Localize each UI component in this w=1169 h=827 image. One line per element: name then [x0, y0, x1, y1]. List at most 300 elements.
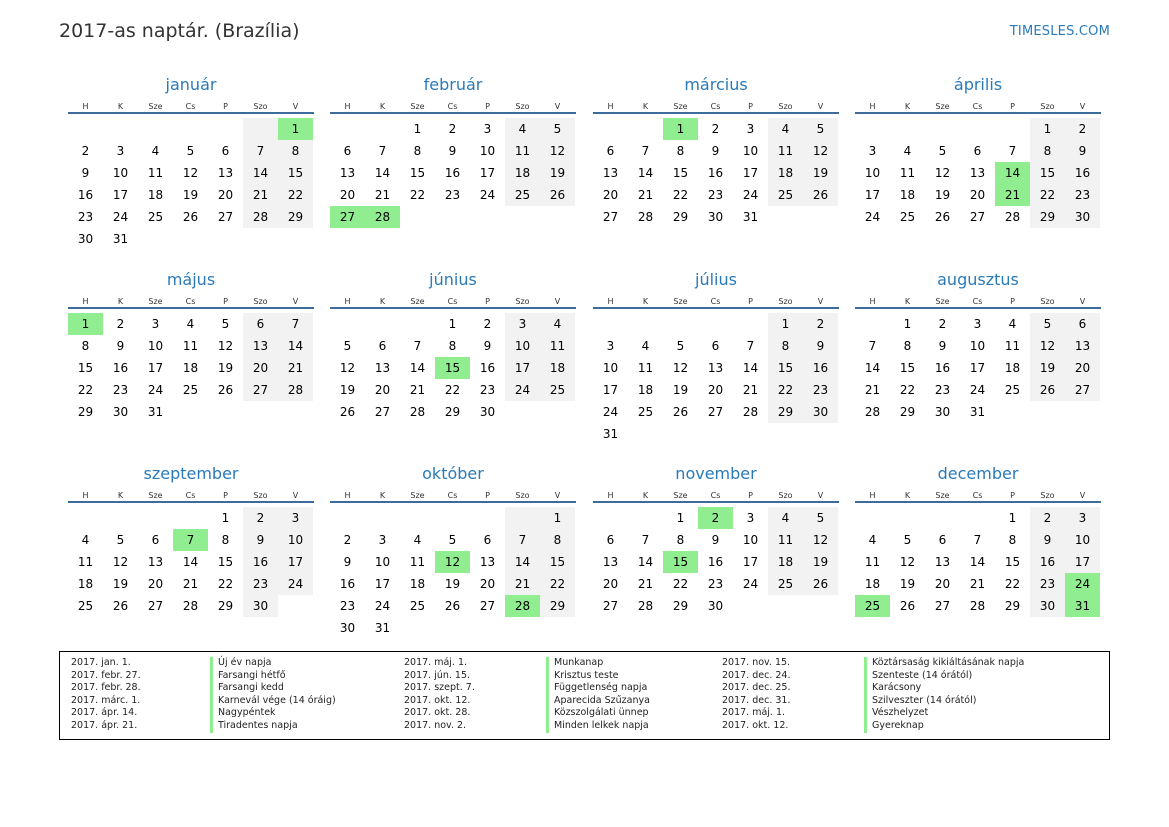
day-cell[interactable]: 26	[182, 210, 199, 224]
day-cell[interactable]: 10	[278, 529, 313, 551]
day-cell[interactable]: 26	[540, 184, 575, 206]
day-cell[interactable]: 4	[186, 317, 195, 331]
day-cell[interactable]: 19	[217, 361, 234, 375]
day-cell[interactable]: 5	[938, 144, 947, 158]
day-cell[interactable]: 17	[864, 188, 881, 202]
day-cell[interactable]: 5	[903, 533, 912, 547]
day-cell[interactable]: 4	[505, 118, 540, 140]
day-cell[interactable]: 8	[676, 533, 685, 547]
day-cell[interactable]: 2	[343, 533, 352, 547]
day-cell-holiday[interactable]: 28	[505, 595, 540, 617]
day-cell[interactable]: 21	[505, 573, 540, 595]
day-cell[interactable]: 24	[602, 405, 619, 419]
day-cell[interactable]: 2	[448, 122, 457, 136]
day-cell[interactable]: 22	[1004, 577, 1021, 591]
day-cell[interactable]: 7	[746, 339, 755, 353]
day-cell[interactable]: 10	[147, 339, 164, 353]
brand-link[interactable]: TIMESLES.COM	[1009, 24, 1110, 39]
day-cell[interactable]: 5	[186, 144, 195, 158]
day-cell[interactable]: 16	[934, 361, 951, 375]
day-cell[interactable]: 21	[864, 383, 881, 397]
day-cell[interactable]: 13	[479, 555, 496, 569]
day-cell[interactable]: 12	[182, 166, 199, 180]
day-cell[interactable]: 14	[278, 335, 313, 357]
day-cell[interactable]: 17	[969, 361, 986, 375]
day-cell[interactable]: 4	[641, 339, 650, 353]
day-cell[interactable]: 7	[641, 144, 650, 158]
day-cell-holiday[interactable]: 1	[68, 313, 103, 335]
day-cell[interactable]: 2	[243, 507, 278, 529]
day-cell[interactable]: 29	[1030, 206, 1065, 228]
day-cell[interactable]: 3	[746, 511, 755, 525]
day-cell[interactable]: 20	[217, 188, 234, 202]
day-cell[interactable]: 14	[243, 162, 278, 184]
day-cell[interactable]: 25	[1004, 383, 1021, 397]
day-cell[interactable]: 9	[343, 555, 352, 569]
day-cell[interactable]: 31	[147, 405, 164, 419]
day-cell[interactable]: 7	[243, 140, 278, 162]
day-cell[interactable]: 27	[969, 210, 986, 224]
day-cell[interactable]: 28	[742, 405, 759, 419]
day-cell[interactable]: 26	[217, 383, 234, 397]
day-cell[interactable]: 30	[707, 599, 724, 613]
day-cell[interactable]: 2	[803, 313, 838, 335]
day-cell[interactable]: 4	[903, 144, 912, 158]
day-cell[interactable]: 21	[374, 188, 391, 202]
day-cell[interactable]: 30	[112, 405, 129, 419]
day-cell[interactable]: 10	[112, 166, 129, 180]
day-cell[interactable]: 17	[1065, 551, 1100, 573]
day-cell[interactable]: 17	[374, 577, 391, 591]
day-cell-holiday[interactable]: 7	[173, 529, 208, 551]
day-cell[interactable]: 24	[969, 383, 986, 397]
day-cell[interactable]: 2	[483, 317, 492, 331]
day-cell[interactable]: 3	[606, 339, 615, 353]
day-cell[interactable]: 29	[77, 405, 94, 419]
day-cell[interactable]: 11	[864, 555, 881, 569]
day-cell[interactable]: 29	[278, 206, 313, 228]
day-cell[interactable]: 12	[217, 339, 234, 353]
day-cell[interactable]: 29	[444, 405, 461, 419]
day-cell[interactable]: 18	[768, 162, 803, 184]
day-cell[interactable]: 19	[672, 383, 689, 397]
day-cell[interactable]: 29	[768, 401, 803, 423]
day-cell[interactable]: 27	[217, 210, 234, 224]
day-cell[interactable]: 25	[505, 184, 540, 206]
day-cell[interactable]: 1	[1030, 118, 1065, 140]
day-cell[interactable]: 21	[637, 188, 654, 202]
day-cell[interactable]: 29	[1004, 599, 1021, 613]
day-cell[interactable]: 23	[934, 383, 951, 397]
day-cell[interactable]: 26	[339, 405, 356, 419]
day-cell[interactable]: 6	[606, 144, 615, 158]
day-cell[interactable]: 14	[742, 361, 759, 375]
day-cell[interactable]: 21	[409, 383, 426, 397]
day-cell[interactable]: 12	[672, 361, 689, 375]
day-cell[interactable]: 10	[505, 335, 540, 357]
day-cell[interactable]: 21	[742, 383, 759, 397]
day-cell[interactable]: 11	[540, 335, 575, 357]
day-cell[interactable]: 6	[221, 144, 230, 158]
day-cell[interactable]: 26	[444, 599, 461, 613]
day-cell[interactable]: 22	[409, 188, 426, 202]
day-cell[interactable]: 19	[899, 577, 916, 591]
day-cell[interactable]: 5	[116, 533, 125, 547]
day-cell[interactable]: 13	[217, 166, 234, 180]
day-cell[interactable]: 16	[444, 166, 461, 180]
day-cell[interactable]: 31	[602, 427, 619, 441]
day-cell[interactable]: 8	[448, 339, 457, 353]
day-cell[interactable]: 9	[483, 339, 492, 353]
day-cell[interactable]: 23	[77, 210, 94, 224]
day-cell[interactable]: 5	[343, 339, 352, 353]
day-cell[interactable]: 27	[602, 599, 619, 613]
day-cell[interactable]: 6	[711, 339, 720, 353]
day-cell[interactable]: 6	[606, 533, 615, 547]
day-cell[interactable]: 29	[672, 599, 689, 613]
day-cell[interactable]: 11	[637, 361, 654, 375]
day-cell[interactable]: 9	[1030, 529, 1065, 551]
day-cell[interactable]: 14	[637, 166, 654, 180]
day-cell[interactable]: 26	[803, 573, 838, 595]
day-cell[interactable]: 25	[77, 599, 94, 613]
day-cell[interactable]: 12	[899, 555, 916, 569]
day-cell[interactable]: 30	[707, 210, 724, 224]
day-cell[interactable]: 25	[182, 383, 199, 397]
day-cell[interactable]: 20	[339, 188, 356, 202]
day-cell[interactable]: 30	[1065, 206, 1100, 228]
day-cell[interactable]: 1	[768, 313, 803, 335]
day-cell[interactable]: 18	[409, 577, 426, 591]
day-cell[interactable]: 27	[707, 405, 724, 419]
day-cell[interactable]: 21	[182, 577, 199, 591]
day-cell[interactable]: 10	[1065, 529, 1100, 551]
day-cell[interactable]: 9	[803, 335, 838, 357]
day-cell[interactable]: 18	[864, 577, 881, 591]
day-cell[interactable]: 6	[378, 339, 387, 353]
day-cell[interactable]: 11	[505, 140, 540, 162]
day-cell[interactable]: 16	[112, 361, 129, 375]
day-cell[interactable]: 9	[448, 144, 457, 158]
day-cell[interactable]: 3	[483, 122, 492, 136]
day-cell[interactable]: 18	[768, 551, 803, 573]
day-cell[interactable]: 12	[803, 529, 838, 551]
day-cell[interactable]: 15	[672, 166, 689, 180]
day-cell[interactable]: 22	[672, 188, 689, 202]
day-cell[interactable]: 5	[803, 118, 838, 140]
day-cell[interactable]: 9	[711, 533, 720, 547]
day-cell[interactable]: 5	[448, 533, 457, 547]
day-cell[interactable]: 8	[1008, 533, 1017, 547]
day-cell[interactable]: 19	[803, 162, 838, 184]
day-cell[interactable]: 11	[768, 529, 803, 551]
day-cell[interactable]: 30	[479, 405, 496, 419]
day-cell[interactable]: 12	[803, 140, 838, 162]
day-cell[interactable]: 7	[278, 313, 313, 335]
day-cell[interactable]: 30	[77, 232, 94, 246]
day-cell[interactable]: 19	[803, 551, 838, 573]
day-cell[interactable]: 16	[77, 188, 94, 202]
day-cell[interactable]: 11	[899, 166, 916, 180]
day-cell[interactable]: 2	[1030, 507, 1065, 529]
day-cell[interactable]: 9	[81, 166, 90, 180]
day-cell-holiday[interactable]: 15	[435, 357, 470, 379]
day-cell[interactable]: 22	[278, 184, 313, 206]
day-cell[interactable]: 18	[505, 162, 540, 184]
day-cell[interactable]: 22	[77, 383, 94, 397]
day-cell[interactable]: 18	[1004, 361, 1021, 375]
day-cell[interactable]: 21	[278, 357, 313, 379]
day-cell[interactable]: 1	[676, 511, 685, 525]
day-cell[interactable]: 11	[1004, 339, 1021, 353]
day-cell[interactable]: 24	[479, 188, 496, 202]
day-cell[interactable]: 22	[444, 383, 461, 397]
day-cell[interactable]: 27	[479, 599, 496, 613]
day-cell[interactable]: 7	[868, 339, 877, 353]
day-cell[interactable]: 13	[707, 361, 724, 375]
day-cell[interactable]: 21	[969, 577, 986, 591]
day-cell[interactable]: 29	[899, 405, 916, 419]
day-cell[interactable]: 3	[151, 317, 160, 331]
day-cell[interactable]: 18	[182, 361, 199, 375]
day-cell[interactable]: 23	[112, 383, 129, 397]
day-cell[interactable]: 8	[278, 140, 313, 162]
day-cell[interactable]: 12	[339, 361, 356, 375]
day-cell[interactable]: 13	[1065, 335, 1100, 357]
day-cell[interactable]: 26	[899, 599, 916, 613]
day-cell[interactable]: 30	[1030, 595, 1065, 617]
day-cell[interactable]: 12	[112, 555, 129, 569]
day-cell[interactable]: 4	[540, 313, 575, 335]
day-cell[interactable]: 4	[413, 533, 422, 547]
day-cell[interactable]: 12	[1030, 335, 1065, 357]
day-cell[interactable]: 12	[934, 166, 951, 180]
day-cell[interactable]: 19	[182, 188, 199, 202]
day-cell[interactable]: 27	[1065, 379, 1100, 401]
day-cell[interactable]: 20	[969, 188, 986, 202]
day-cell[interactable]: 13	[934, 555, 951, 569]
day-cell[interactable]: 4	[868, 533, 877, 547]
day-cell[interactable]: 3	[973, 317, 982, 331]
day-cell[interactable]: 15	[540, 551, 575, 573]
day-cell[interactable]: 20	[479, 577, 496, 591]
day-cell[interactable]: 20	[243, 357, 278, 379]
day-cell[interactable]: 13	[602, 555, 619, 569]
day-cell[interactable]: 7	[1008, 144, 1017, 158]
day-cell[interactable]: 23	[339, 599, 356, 613]
day-cell[interactable]: 23	[707, 577, 724, 591]
day-cell[interactable]: 6	[343, 144, 352, 158]
day-cell[interactable]: 14	[637, 555, 654, 569]
day-cell[interactable]: 2	[1065, 118, 1100, 140]
day-cell[interactable]: 11	[77, 555, 94, 569]
day-cell[interactable]: 15	[1030, 162, 1065, 184]
day-cell[interactable]: 10	[479, 144, 496, 158]
day-cell[interactable]: 1	[1008, 511, 1017, 525]
day-cell[interactable]: 17	[742, 555, 759, 569]
day-cell[interactable]: 30	[339, 621, 356, 635]
day-cell[interactable]: 1	[221, 511, 230, 525]
day-cell[interactable]: 31	[374, 621, 391, 635]
day-cell[interactable]: 19	[934, 188, 951, 202]
day-cell[interactable]: 25	[409, 599, 426, 613]
day-cell[interactable]: 15	[278, 162, 313, 184]
day-cell[interactable]: 3	[378, 533, 387, 547]
day-cell[interactable]: 24	[374, 599, 391, 613]
day-cell[interactable]: 22	[768, 379, 803, 401]
day-cell[interactable]: 11	[147, 166, 164, 180]
day-cell[interactable]: 15	[768, 357, 803, 379]
day-cell[interactable]: 13	[339, 166, 356, 180]
day-cell[interactable]: 1	[413, 122, 422, 136]
day-cell[interactable]: 24	[505, 379, 540, 401]
day-cell[interactable]: 11	[182, 339, 199, 353]
day-cell[interactable]: 6	[1065, 313, 1100, 335]
day-cell[interactable]: 4	[768, 507, 803, 529]
day-cell[interactable]: 6	[243, 313, 278, 335]
day-cell[interactable]: 25	[540, 379, 575, 401]
day-cell[interactable]: 20	[707, 383, 724, 397]
day-cell[interactable]: 5	[803, 507, 838, 529]
day-cell[interactable]: 3	[746, 122, 755, 136]
day-cell[interactable]: 13	[602, 166, 619, 180]
day-cell[interactable]: 23	[1030, 573, 1065, 595]
day-cell[interactable]: 19	[540, 162, 575, 184]
day-cell[interactable]: 16	[243, 551, 278, 573]
day-cell[interactable]: 4	[81, 533, 90, 547]
day-cell[interactable]: 15	[217, 555, 234, 569]
day-cell[interactable]: 24	[742, 188, 759, 202]
day-cell[interactable]: 27	[147, 599, 164, 613]
day-cell[interactable]: 28	[969, 599, 986, 613]
day-cell[interactable]: 3	[116, 144, 125, 158]
day-cell[interactable]: 8	[768, 335, 803, 357]
day-cell[interactable]: 26	[803, 184, 838, 206]
day-cell[interactable]: 17	[742, 166, 759, 180]
day-cell[interactable]: 28	[278, 379, 313, 401]
day-cell-holiday[interactable]: 27	[330, 206, 365, 228]
day-cell-holiday[interactable]: 31	[1065, 595, 1100, 617]
day-cell[interactable]: 27	[374, 405, 391, 419]
day-cell[interactable]: 9	[243, 529, 278, 551]
day-cell[interactable]: 19	[444, 577, 461, 591]
day-cell[interactable]: 24	[147, 383, 164, 397]
day-cell[interactable]: 16	[1065, 162, 1100, 184]
day-cell[interactable]: 4	[1008, 317, 1017, 331]
day-cell[interactable]: 28	[864, 405, 881, 419]
day-cell[interactable]: 28	[1004, 210, 1021, 224]
day-cell[interactable]: 28	[637, 210, 654, 224]
day-cell[interactable]: 24	[112, 210, 129, 224]
day-cell[interactable]: 28	[182, 599, 199, 613]
day-cell[interactable]: 23	[444, 188, 461, 202]
day-cell[interactable]: 26	[672, 405, 689, 419]
day-cell[interactable]: 7	[641, 533, 650, 547]
day-cell[interactable]: 29	[540, 595, 575, 617]
day-cell[interactable]: 16	[803, 357, 838, 379]
day-cell[interactable]: 27	[602, 210, 619, 224]
day-cell[interactable]: 28	[637, 599, 654, 613]
day-cell[interactable]: 19	[1030, 357, 1065, 379]
day-cell[interactable]: 25	[637, 405, 654, 419]
day-cell[interactable]: 8	[1030, 140, 1065, 162]
day-cell-holiday[interactable]: 28	[365, 206, 400, 228]
day-cell[interactable]: 3	[1065, 507, 1100, 529]
day-cell[interactable]: 11	[409, 555, 426, 569]
day-cell[interactable]: 14	[505, 551, 540, 573]
day-cell[interactable]: 20	[934, 577, 951, 591]
day-cell[interactable]: 28	[243, 206, 278, 228]
day-cell[interactable]: 31	[742, 210, 759, 224]
day-cell[interactable]: 26	[112, 599, 129, 613]
day-cell[interactable]: 14	[374, 166, 391, 180]
day-cell[interactable]: 31	[112, 232, 129, 246]
day-cell[interactable]: 5	[1030, 313, 1065, 335]
day-cell-holiday[interactable]: 14	[995, 162, 1030, 184]
day-cell[interactable]: 30	[243, 595, 278, 617]
day-cell[interactable]: 27	[934, 599, 951, 613]
day-cell[interactable]: 9	[1065, 140, 1100, 162]
day-cell[interactable]: 18	[899, 188, 916, 202]
day-cell[interactable]: 22	[899, 383, 916, 397]
day-cell[interactable]: 26	[1030, 379, 1065, 401]
day-cell[interactable]: 30	[934, 405, 951, 419]
day-cell[interactable]: 26	[934, 210, 951, 224]
day-cell[interactable]: 29	[217, 599, 234, 613]
day-cell-holiday[interactable]: 12	[435, 551, 470, 573]
day-cell[interactable]: 23	[803, 379, 838, 401]
day-cell-holiday[interactable]: 1	[663, 118, 698, 140]
day-cell[interactable]: 13	[969, 166, 986, 180]
day-cell[interactable]: 9	[938, 339, 947, 353]
day-cell[interactable]: 16	[707, 166, 724, 180]
day-cell[interactable]: 22	[217, 577, 234, 591]
day-cell[interactable]: 6	[973, 144, 982, 158]
day-cell[interactable]: 7	[505, 529, 540, 551]
day-cell[interactable]: 8	[676, 144, 685, 158]
day-cell[interactable]: 8	[413, 144, 422, 158]
day-cell[interactable]: 8	[540, 529, 575, 551]
day-cell[interactable]: 3	[868, 144, 877, 158]
day-cell[interactable]: 17	[602, 383, 619, 397]
day-cell[interactable]: 1	[903, 317, 912, 331]
day-cell[interactable]: 14	[864, 361, 881, 375]
day-cell-holiday[interactable]: 15	[663, 551, 698, 573]
day-cell[interactable]: 6	[483, 533, 492, 547]
day-cell[interactable]: 10	[864, 166, 881, 180]
day-cell[interactable]: 7	[413, 339, 422, 353]
day-cell[interactable]: 3	[505, 313, 540, 335]
day-cell[interactable]: 16	[1030, 551, 1065, 573]
day-cell[interactable]: 19	[112, 577, 129, 591]
day-cell[interactable]: 18	[147, 188, 164, 202]
day-cell-holiday[interactable]: 21	[995, 184, 1030, 206]
day-cell[interactable]: 2	[81, 144, 90, 158]
day-cell[interactable]: 24	[742, 577, 759, 591]
day-cell[interactable]: 13	[147, 555, 164, 569]
day-cell[interactable]: 13	[243, 335, 278, 357]
day-cell-holiday[interactable]: 25	[855, 595, 890, 617]
day-cell[interactable]: 20	[602, 577, 619, 591]
day-cell[interactable]: 17	[278, 551, 313, 573]
day-cell[interactable]: 23	[1065, 184, 1100, 206]
day-cell[interactable]: 15	[899, 361, 916, 375]
day-cell[interactable]: 25	[899, 210, 916, 224]
day-cell[interactable]: 19	[339, 383, 356, 397]
day-cell[interactable]: 8	[221, 533, 230, 547]
day-cell[interactable]: 9	[711, 144, 720, 158]
day-cell[interactable]: 17	[112, 188, 129, 202]
